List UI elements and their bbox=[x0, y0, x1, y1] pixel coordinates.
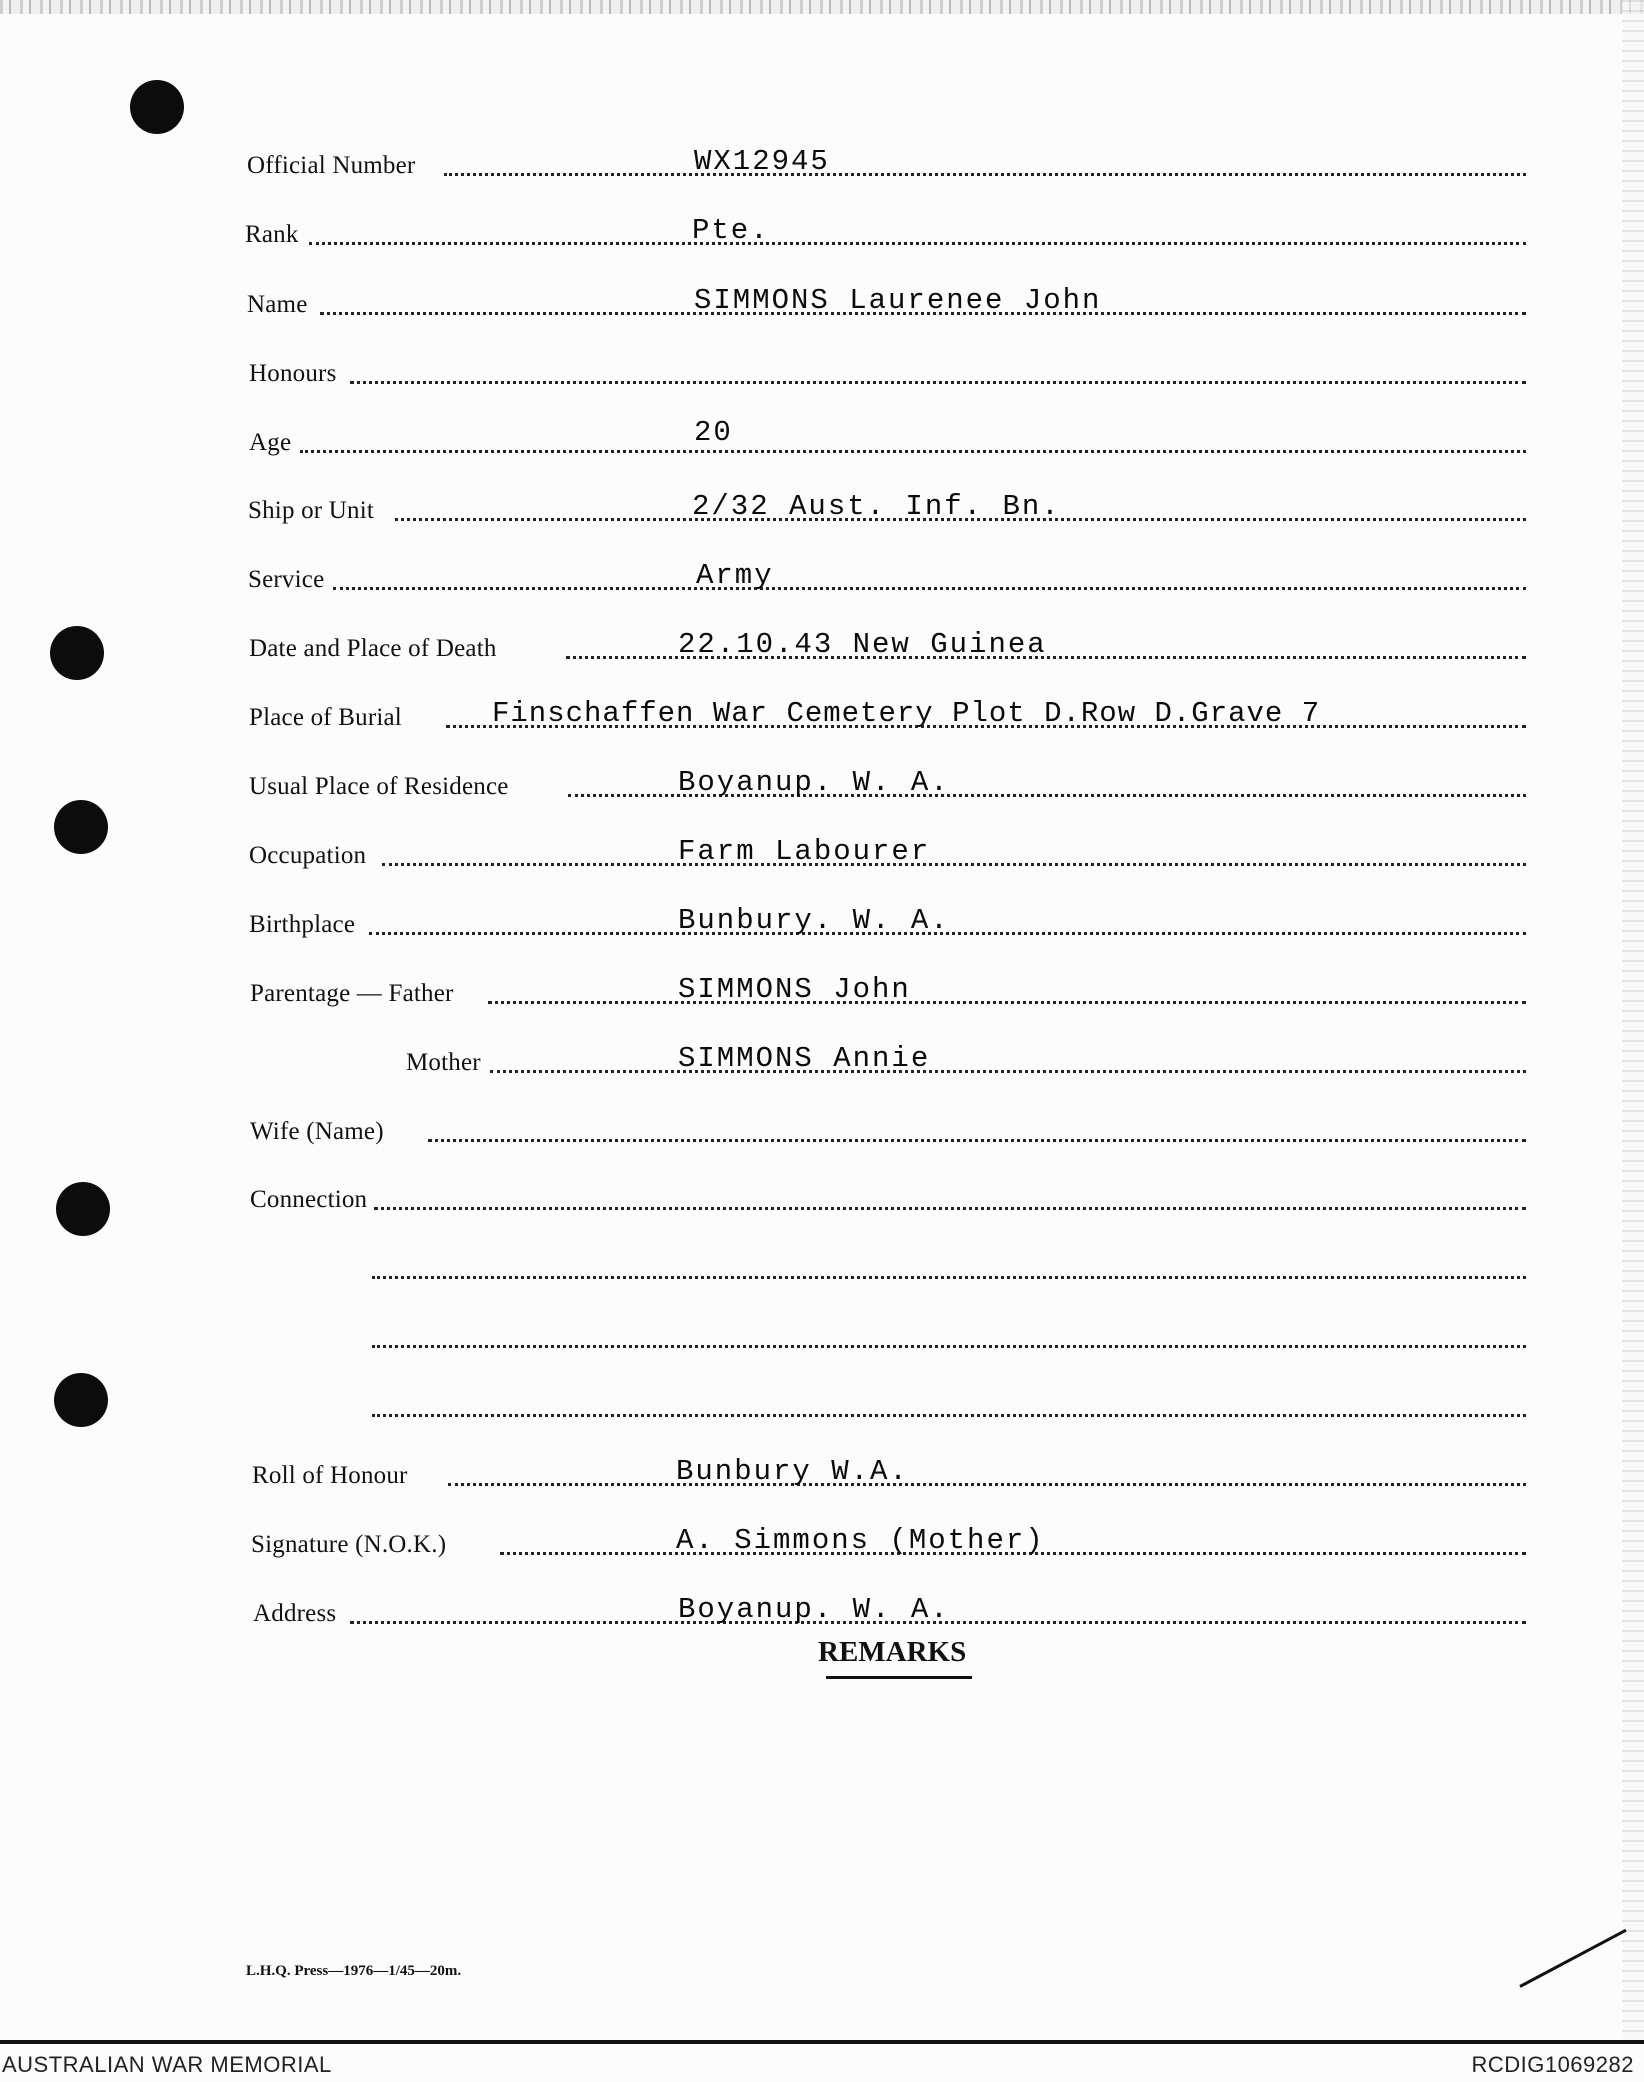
dotted-leader bbox=[428, 1139, 1526, 1142]
burial-value: Finschaffen War Cemetery Plot D.Row D.Grave 7 bbox=[492, 697, 1321, 730]
connection-continuation-line bbox=[0, 1385, 1644, 1425]
father-value: SIMMONS John bbox=[678, 973, 911, 1006]
dotted-leader bbox=[448, 1483, 1526, 1486]
field-signature bbox=[0, 1523, 1644, 1563]
punch-hole-icon bbox=[130, 80, 184, 134]
occupation-label: Occupation bbox=[249, 842, 367, 869]
dotted-leader bbox=[300, 450, 1526, 453]
official-number-value: WX12945 bbox=[694, 145, 830, 178]
rank-label: Rank bbox=[245, 221, 299, 248]
scan-top-edge bbox=[0, 0, 1644, 14]
address-label: Address bbox=[253, 1600, 337, 1627]
connection-label: Connection bbox=[250, 1186, 368, 1213]
dotted-leader bbox=[488, 1001, 1526, 1004]
unit-value: 2/32 Aust. Inf. Bn. bbox=[692, 490, 1061, 523]
rank-value: Pte. bbox=[692, 214, 770, 247]
occupation-value: Farm Labourer bbox=[678, 835, 931, 868]
residence-value: Boyanup. W. A. bbox=[678, 766, 950, 799]
field-honours bbox=[0, 352, 1644, 392]
unit-label: Ship or Unit bbox=[248, 497, 375, 524]
residence-label: Usual Place of Residence bbox=[249, 773, 509, 800]
footer-source: AUSTRALIAN WAR MEMORIAL bbox=[2, 2052, 332, 2077]
death-value: 22.10.43 New Guinea bbox=[678, 628, 1047, 661]
remarks-underline bbox=[826, 1676, 972, 1679]
burial-label: Place of Burial bbox=[249, 704, 402, 731]
service-value: Army bbox=[696, 559, 774, 592]
field-father bbox=[0, 972, 1644, 1012]
signature-label: Signature (N.O.K.) bbox=[251, 1531, 447, 1558]
connection-continuation-line bbox=[0, 1247, 1644, 1287]
dotted-leader bbox=[372, 1276, 1526, 1279]
honours-label: Honours bbox=[249, 360, 337, 387]
field-name bbox=[0, 283, 1644, 323]
dotted-leader bbox=[333, 587, 1526, 590]
field-age bbox=[0, 416, 1644, 461]
field-rank bbox=[0, 213, 1644, 253]
field-burial bbox=[0, 696, 1644, 736]
remarks-heading: REMARKS bbox=[818, 1636, 967, 1668]
field-service bbox=[0, 558, 1644, 598]
service-label: Service bbox=[248, 566, 325, 593]
dotted-leader bbox=[372, 1345, 1526, 1348]
footer-catalogue-id: RCDIG1069282 bbox=[1471, 2052, 1634, 2077]
field-birthplace bbox=[0, 903, 1644, 943]
connection-continuation-line bbox=[0, 1316, 1644, 1356]
name-value: SIMMONS Laurenee John bbox=[694, 284, 1102, 317]
field-ship-or-unit bbox=[0, 489, 1644, 529]
death-label: Date and Place of Death bbox=[249, 635, 497, 662]
birthplace-label: Birthplace bbox=[249, 911, 356, 938]
field-address bbox=[0, 1592, 1644, 1632]
address-value: Boyanup. W. A. bbox=[678, 1593, 950, 1626]
age-label: Age bbox=[249, 429, 292, 456]
roll-value: Bunbury W.A. bbox=[676, 1455, 909, 1488]
signature-value: A. Simmons (Mother) bbox=[676, 1524, 1045, 1557]
wife-label: Wife (Name) bbox=[250, 1118, 384, 1145]
official-number-label: Official Number bbox=[247, 152, 416, 179]
field-connection bbox=[0, 1178, 1644, 1218]
dotted-leader bbox=[309, 242, 1526, 245]
father-label: Parentage — Father bbox=[250, 980, 454, 1007]
birthplace-value: Bunbury. W. A. bbox=[678, 904, 950, 937]
name-label: Name bbox=[247, 291, 308, 318]
field-occupation bbox=[0, 834, 1644, 874]
mother-value: SIMMONS Annie bbox=[678, 1042, 931, 1075]
field-official-number bbox=[0, 144, 1644, 184]
dotted-leader bbox=[444, 173, 1526, 176]
mother-label: Mother bbox=[406, 1049, 481, 1076]
dotted-leader bbox=[374, 1207, 1526, 1210]
field-wife bbox=[0, 1110, 1644, 1150]
roll-label: Roll of Honour bbox=[252, 1462, 408, 1489]
field-death bbox=[0, 627, 1644, 667]
dotted-leader bbox=[382, 863, 1526, 866]
dotted-leader bbox=[372, 1414, 1526, 1417]
field-roll-of-honour bbox=[0, 1454, 1644, 1494]
bottom-rule bbox=[0, 2040, 1644, 2044]
age-value: 20 bbox=[694, 416, 733, 449]
dotted-leader bbox=[490, 1070, 1526, 1073]
corner-stroke bbox=[1519, 1929, 1626, 1988]
field-mother bbox=[0, 1041, 1644, 1081]
press-mark: L.H.Q. Press—1976—1/45—20m. bbox=[246, 1963, 462, 1979]
field-residence bbox=[0, 765, 1644, 805]
dotted-leader bbox=[350, 381, 1526, 384]
